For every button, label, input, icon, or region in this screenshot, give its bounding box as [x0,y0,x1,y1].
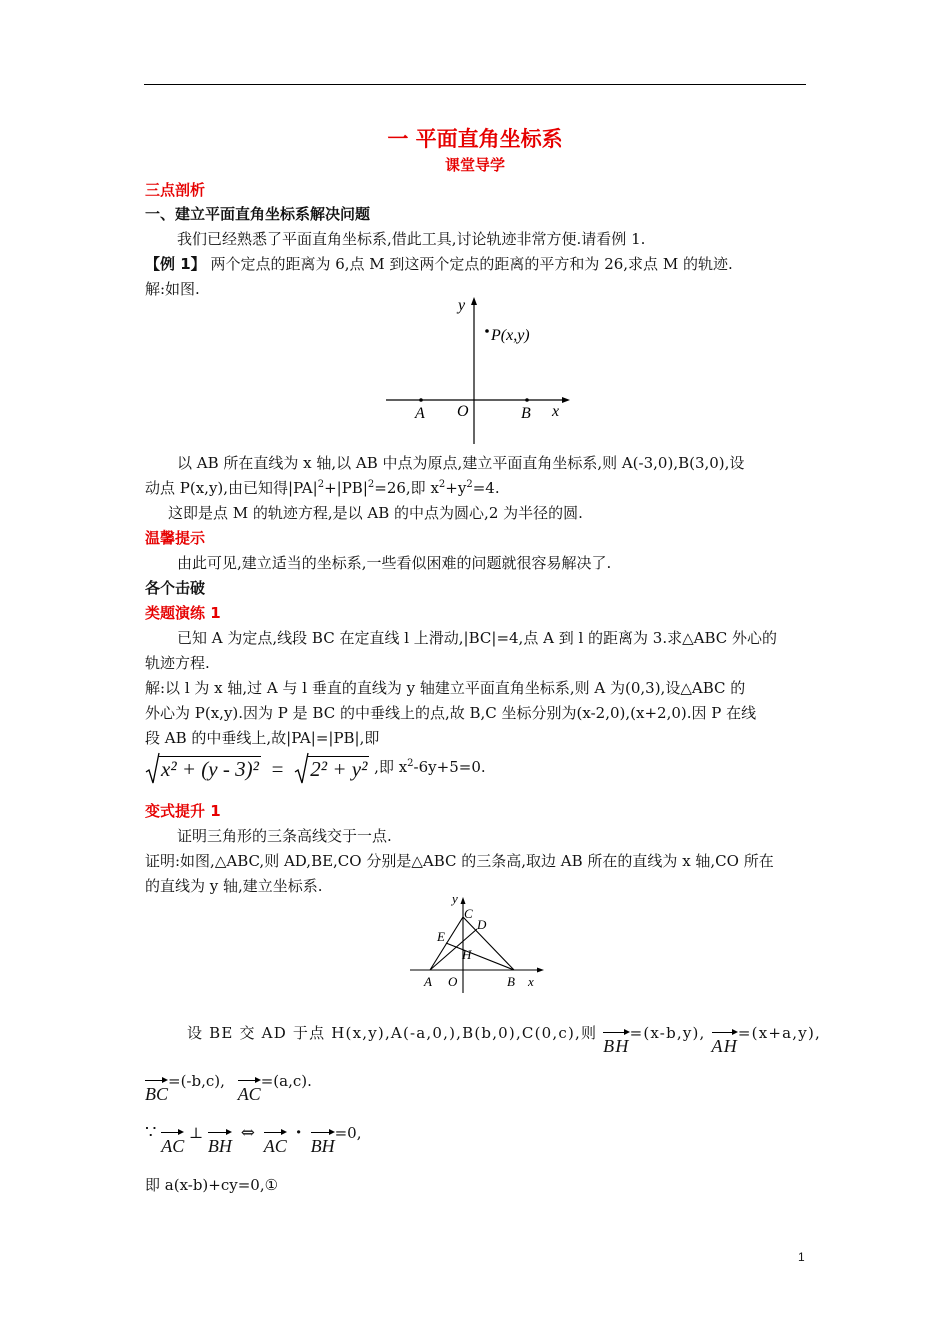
vector-line-text: =0, [334,1124,362,1142]
variant-question: 证明三角形的三条高线交于一点. [177,827,392,845]
p2b-part: 动点 P(x,y),由已知得|PA| [145,479,318,497]
altitude-be [446,943,514,970]
fig2-label-e: E [437,929,445,944]
tip-text: 由此可见,建立适当的坐标系,一些看似困难的问题就很容易解决了. [177,554,612,572]
equation-1: 即 a(x-b)+cy=0,① [145,1176,279,1194]
sqrt-sign-icon [294,752,309,786]
p2b-part: =26,即 x [374,479,439,497]
point-b [525,398,529,402]
fig2-label-x: x [528,974,534,989]
drill-label: 类题演练 1 [145,604,221,622]
drill-solution-2: 外心为 P(x,y).因为 P 是 BC 的中垂线上的点,故 B,C 坐标分别为(x-2,0),(x+2,0).因 P 在线 [145,704,757,722]
formula-right: 2² + y² [310,757,368,781]
fig2-label-d: D [477,917,487,932]
vector-line-2 [145,1072,312,1105]
fig1-label-a: A [415,405,425,422]
intro-paragraph: 我们已经熟悉了平面直角坐标系,借此工具,讨论轨迹非常方便.请看例 1. [177,230,646,248]
vector-ac: AC [238,1078,261,1105]
fig1-label-o: O [457,403,469,420]
vector-line-text: =(a,c). [260,1072,312,1090]
fig1-label-y: y [458,297,466,314]
because-symbol: ∵ [145,1122,157,1143]
page-title: 一 平面直角坐标系 [387,127,563,151]
example-1 [145,253,733,274]
variant-proof-1: 证明:如图,△ABC,则 AD,BE,CO 分别是△ABC 的三条高,取边 AB 所在的直线为 x 轴,CO 所在 [145,852,774,870]
section-label-breakthrough: 各个击破 [145,579,206,597]
page-number: 1 [798,1250,805,1264]
fig2-x-axis-arrow [537,968,544,973]
vector-ah: AH [712,1030,738,1057]
paragraph-2b [145,477,500,498]
p2b-part: =4. [472,479,500,497]
vector-line-3 [145,1122,361,1157]
vector-bc: BC [145,1078,168,1105]
header-rule [144,84,806,85]
paragraph-2a: 以 AB 所在直线为 x 轴,以 AB 中点为原点,建立平面直角坐标系,则 A(-3,0),B(3,0),设 [177,454,745,472]
p2b-part: +y [445,479,467,497]
fig2-label-c: C [464,906,473,921]
vector-line-text: =(-b,c), [168,1072,225,1090]
solution-start: 解:如图. [145,280,200,298]
vector-bh: BH [311,1130,335,1157]
paragraph-3: 这即是点 M 的轨迹方程,是以 AB 的中点为圆心,2 为半径的圆. [168,504,583,522]
result-part: ,即 x [374,758,408,776]
formula-left: x² + (y - 3)² [161,757,259,781]
figure-triangle-altitudes [404,893,546,993]
example-label: 【例 1】 [145,255,206,273]
page-subtitle: 课堂导学 [444,156,505,174]
fig2-y-axis-arrow [461,897,466,904]
vector-ac: AC [264,1130,287,1157]
fig2-label-h: H [462,947,472,962]
y-axis-arrow [471,297,477,305]
result-part: -6y+5=0. [413,758,486,776]
section-label-analysis: 三点剖析 [145,181,206,199]
point-p [485,329,489,333]
fig2-label-y: y [452,893,458,906]
figure-coordinate-plane [384,294,574,448]
vector-ac: AC [161,1130,184,1157]
x-axis-arrow [562,397,570,403]
vector-bh: BH [208,1130,232,1157]
sqrt-left [145,752,261,782]
distance-formula [145,752,486,788]
sqrt-right [294,752,369,782]
drill-solution-1: 解:以 l 为 x 轴,过 A 与 l 垂直的直线为 y 轴建立平面直角坐标系,则 A 为(0,3),设△ABC 的 [145,679,746,697]
superscript: 2 [367,479,375,490]
variant-label: 变式提升 1 [145,802,221,820]
sqrt-sign-icon [145,752,160,786]
superscript: 2 [317,479,325,490]
fig1-label-p: P(x,y) [491,327,530,344]
formula-result [374,758,485,776]
vector-line-1 [187,1022,821,1057]
drill-question-2: 轨迹方程. [145,654,210,672]
iff-symbol: ⇔ [240,1123,255,1143]
vector-line-text: =(x-b,y), [629,1024,706,1042]
perp-symbol: ⊥ [189,1124,204,1142]
vector-line-text: =(x+a,y), [737,1024,821,1042]
example-text: 两个定点的距离为 6,点 M 到这两个定点的距离的平方和为 26,求点 M 的轨迹. [210,255,733,273]
drill-question-1: 已知 A 为定点,线段 BC 在定直线 l 上滑动,|BC|=4,点 A 到 l 的距离为 3.求△ABC 外心的 [177,629,778,647]
vector-bh: BH [603,1030,629,1057]
variant-proof-2: 的直线为 y 轴,建立坐标系. [145,877,323,895]
fig1-label-b: B [521,405,531,422]
p2b-part: +|PB| [324,479,368,497]
section-heading: 一、建立平面直角坐标系解决问题 [145,205,371,223]
superscript: 2 [466,479,473,490]
fig2-label-o: O [448,974,458,989]
superscript: 2 [407,758,414,769]
superscript: 2 [438,479,446,490]
tip-label: 温馨提示 [145,529,206,547]
fig1-label-x: x [552,403,560,420]
fig2-label-a: A [424,974,432,989]
point-a [419,398,423,402]
drill-solution-3: 段 AB 的中垂线上,故|PA|=|PB|,即 [145,729,380,747]
fig2-label-b: B [507,974,515,989]
equals-sign: = [271,757,284,781]
vector-line-text: 设 BE 交 AD 于点 H(x,y),A(-a,0,),B(b,0),C(0,c),则 [187,1024,598,1042]
dot-symbol: · [295,1122,302,1143]
